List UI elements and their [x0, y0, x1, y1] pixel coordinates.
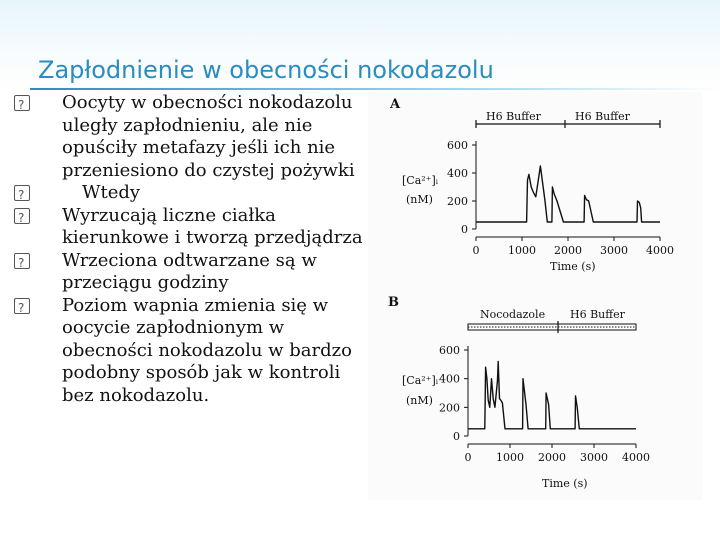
panel-a-x-tick-label: 0: [472, 244, 480, 257]
panel-b-x-tick-label: 0: [464, 451, 472, 464]
panel-a-x-tick-label: 4000: [646, 244, 674, 257]
slide-title: Zapłodnienie w obecności nokodazolu: [38, 56, 494, 84]
bullet-marker-icon: [14, 185, 30, 201]
panel-b-y-tick-label: 600: [439, 344, 460, 357]
panel-b-x-tick-label: 2000: [538, 451, 566, 464]
title-divider: [30, 88, 720, 90]
panel-a-x-tick-label: 1000: [508, 244, 536, 257]
panel-b-xlabel: Time (s): [542, 477, 588, 490]
panel-b-chart: [439, 344, 650, 464]
panel-a-ylabel-2: (nM): [406, 193, 433, 206]
panel-a-y-tick-label: 200: [447, 195, 468, 208]
panel-b-y-tick-label: 400: [439, 372, 460, 386]
panel-a-letter: A: [390, 97, 401, 112]
bullet-marker-icon: [14, 95, 30, 111]
bullet-item: [14, 250, 370, 295]
panel-b-y-tick-label: 200: [439, 401, 460, 415]
panel-a-bar-left-label: H6 Buffer: [486, 110, 541, 123]
bullet-list: [14, 92, 370, 407]
bullet-marker-icon: [14, 253, 30, 269]
calcium-figure: [368, 92, 702, 500]
panel-a-chart: [447, 139, 674, 257]
panel-b-x-tick-label: 1000: [496, 451, 524, 464]
panel-b-ylabel-1: [Ca²⁺]ᵢ: [402, 374, 438, 387]
bullet-item: [14, 205, 370, 250]
bullet-item: [14, 92, 370, 182]
panel-a-x-tick-label: 2000: [554, 244, 582, 257]
calcium-figure-svg: [368, 92, 702, 500]
panel-a-x-tick-label: 3000: [600, 244, 628, 257]
panel-b-letter: B: [388, 295, 399, 310]
bullet-item: [14, 182, 370, 205]
panel-a-xlabel: Time (s): [550, 260, 596, 273]
panel-b-bar-right-label: H6 Buffer: [570, 308, 625, 321]
panel-b-bar-left-label: Nocodazole: [480, 308, 546, 321]
panel-b-y-tick-label: 0: [453, 430, 460, 443]
panel-b-series-line: [468, 362, 636, 429]
panel-b-x-tick-label: 3000: [580, 451, 608, 464]
panel-a-y-tick-label: 0: [461, 223, 468, 236]
bullet-marker-icon: [14, 208, 30, 224]
panel-a-bar-right-label: H6 Buffer: [575, 110, 630, 123]
panel-b-x-tick-label: 4000: [622, 451, 650, 464]
panel-b-treatment-bar: [468, 321, 636, 333]
panel-a-series-line: [476, 166, 660, 222]
bullet-text: Oocyty w obecności nokodazolu uległy zapłodnieniu, ale nie opuściły metafazy jeśli ich nie przeniesiono do czystej pożywki: [62, 92, 355, 181]
bullet-text: Wrzeciona odtwarzane są w przeciągu godziny: [62, 249, 317, 293]
bullet-marker-icon: [14, 298, 30, 314]
bullet-item: [14, 295, 370, 408]
panel-a-ylabel-1: [Ca²⁺]ᵢ: [402, 174, 438, 187]
bullet-text: Wyrzucają liczne ciałka kierunkowe i tworzą przedjądrza: [62, 204, 363, 248]
panel-b-ylabel-2: (nM): [406, 394, 433, 407]
bullet-text: Poziom wapnia zmienia się w oocycie zapłodnionym w obecności nokodazolu w bardzo podobny sposób jak w kontroli bez nokodazolu.: [62, 294, 352, 406]
panel-a-y-tick-label: 400: [447, 167, 468, 180]
panel-a-y-tick-label: 600: [447, 139, 468, 152]
bullet-text: Wtedy: [82, 182, 141, 203]
